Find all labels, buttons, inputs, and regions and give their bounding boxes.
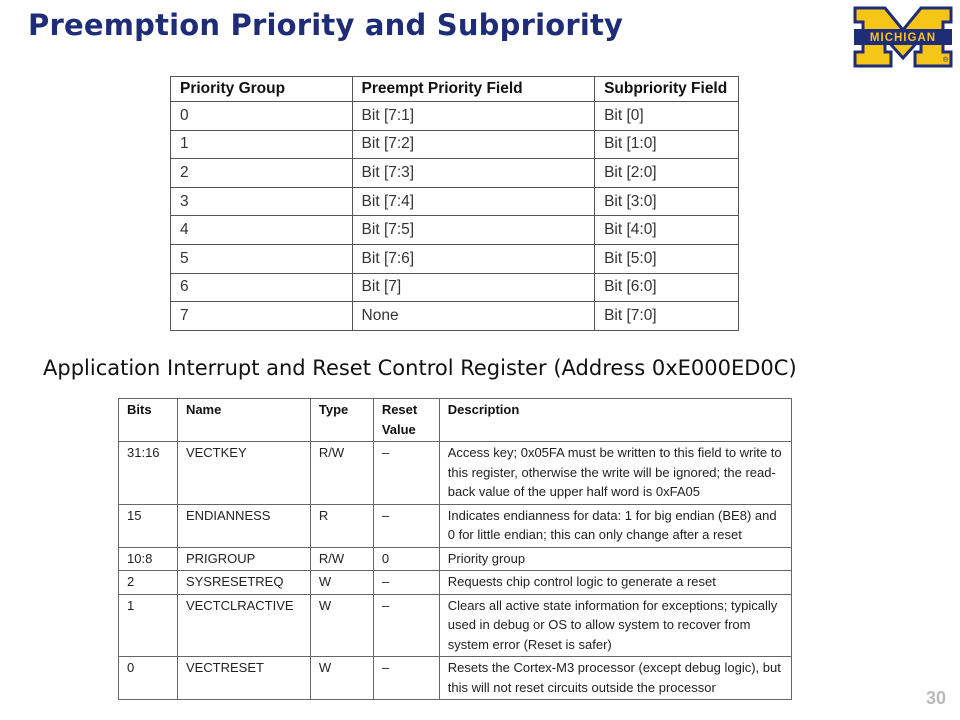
logo-wordmark: MICHIGAN bbox=[869, 32, 937, 44]
description-cell: Priority group bbox=[439, 547, 791, 571]
logo-registered-mark: ® bbox=[943, 57, 949, 64]
preempt-field-cell: None bbox=[352, 302, 595, 331]
name-cell: ENDIANNESS bbox=[177, 504, 310, 547]
header-preempt-priority-field: Preempt Priority Field bbox=[352, 77, 595, 102]
priority-group-table bbox=[170, 76, 739, 331]
header-reset-value: Reset Value bbox=[373, 399, 439, 442]
description-cell: Clears all active state information for exceptions; typically used in debug or OS to allow system to recover from system error (Reset is safer) bbox=[439, 594, 791, 657]
priority-group-cell: 0 bbox=[171, 102, 353, 131]
bits-cell: 10:8 bbox=[119, 547, 178, 571]
priority-group-cell: 7 bbox=[171, 302, 353, 331]
table-row bbox=[119, 594, 792, 657]
table-row bbox=[119, 504, 792, 547]
type-cell: W bbox=[310, 594, 373, 657]
priority-group-cell: 3 bbox=[171, 187, 353, 216]
reset-value-cell: – bbox=[373, 594, 439, 657]
register-heading: Application Interrupt and Reset Control Register (Address 0xE000ED0C) bbox=[43, 356, 797, 380]
reset-value-cell: – bbox=[373, 442, 439, 505]
reset-value-cell: – bbox=[373, 657, 439, 700]
table-row bbox=[171, 159, 739, 188]
subpriority-field-cell: Bit [0] bbox=[595, 102, 739, 131]
table-row bbox=[171, 244, 739, 273]
preempt-field-cell: Bit [7:2] bbox=[352, 130, 595, 159]
reset-value-cell: – bbox=[373, 571, 439, 595]
table-row bbox=[171, 102, 739, 131]
priority-group-cell: 5 bbox=[171, 244, 353, 273]
header-priority-group: Priority Group bbox=[171, 77, 353, 102]
reset-value-cell: – bbox=[373, 504, 439, 547]
table-row bbox=[171, 216, 739, 245]
header-subpriority-field: Subpriority Field bbox=[595, 77, 739, 102]
preempt-field-cell: Bit [7:4] bbox=[352, 187, 595, 216]
table-row bbox=[171, 130, 739, 159]
bits-cell: 31:16 bbox=[119, 442, 178, 505]
preempt-field-cell: Bit [7:5] bbox=[352, 216, 595, 245]
name-cell: VECTRESET bbox=[177, 657, 310, 700]
preempt-field-cell: Bit [7] bbox=[352, 273, 595, 302]
slide-title: Preemption Priority and Subpriority bbox=[28, 8, 624, 42]
reset-value-cell: 0 bbox=[373, 547, 439, 571]
table-header-row bbox=[119, 399, 792, 442]
bits-cell: 0 bbox=[119, 657, 178, 700]
description-cell: Requests chip control logic to generate a reset bbox=[439, 571, 791, 595]
page-number: 30 bbox=[925, 688, 946, 708]
bits-cell: 1 bbox=[119, 594, 178, 657]
preempt-field-cell: Bit [7:6] bbox=[352, 244, 595, 273]
aircr-register-table bbox=[118, 398, 792, 700]
type-cell: W bbox=[310, 571, 373, 595]
subpriority-field-cell: Bit [6:0] bbox=[595, 273, 739, 302]
type-cell: R bbox=[310, 504, 373, 547]
subpriority-field-cell: Bit [7:0] bbox=[595, 302, 739, 331]
table-header-row bbox=[171, 77, 739, 102]
description-cell: Resets the Cortex-M3 processor (except debug logic), but this will not reset circuits outside the processor bbox=[439, 657, 791, 700]
subpriority-field-cell: Bit [2:0] bbox=[595, 159, 739, 188]
subpriority-field-cell: Bit [1:0] bbox=[595, 130, 739, 159]
table-row bbox=[119, 547, 792, 571]
description-cell: Indicates endianness for data: 1 for big endian (BE8) and 0 for little endian; this can only change after a reset bbox=[439, 504, 791, 547]
table-row bbox=[171, 273, 739, 302]
type-cell: R/W bbox=[310, 547, 373, 571]
bits-cell: 2 bbox=[119, 571, 178, 595]
subpriority-field-cell: Bit [4:0] bbox=[595, 216, 739, 245]
priority-group-cell: 2 bbox=[171, 159, 353, 188]
name-cell: SYSRESETREQ bbox=[177, 571, 310, 595]
table-row bbox=[119, 442, 792, 505]
michigan-block-m-logo bbox=[853, 6, 953, 68]
name-cell: VECTKEY bbox=[177, 442, 310, 505]
table-row bbox=[171, 187, 739, 216]
table-row bbox=[119, 571, 792, 595]
bits-cell: 15 bbox=[119, 504, 178, 547]
description-cell: Access key; 0x05FA must be written to this field to write to this register, otherwise the write will be ignored; the read-back value of the upper half word is 0xFA05 bbox=[439, 442, 791, 505]
priority-group-cell: 4 bbox=[171, 216, 353, 245]
preempt-field-cell: Bit [7:1] bbox=[352, 102, 595, 131]
table-row bbox=[171, 302, 739, 331]
header-type: Type bbox=[310, 399, 373, 442]
header-description: Description bbox=[439, 399, 791, 442]
name-cell: PRIGROUP bbox=[177, 547, 310, 571]
priority-group-cell: 1 bbox=[171, 130, 353, 159]
priority-group-cell: 6 bbox=[171, 273, 353, 302]
type-cell: W bbox=[310, 657, 373, 700]
table-row bbox=[119, 657, 792, 700]
header-name: Name bbox=[177, 399, 310, 442]
type-cell: R/W bbox=[310, 442, 373, 505]
preempt-field-cell: Bit [7:3] bbox=[352, 159, 595, 188]
subpriority-field-cell: Bit [5:0] bbox=[595, 244, 739, 273]
header-bits: Bits bbox=[119, 399, 178, 442]
name-cell: VECTCLRACTIVE bbox=[177, 594, 310, 657]
subpriority-field-cell: Bit [3:0] bbox=[595, 187, 739, 216]
